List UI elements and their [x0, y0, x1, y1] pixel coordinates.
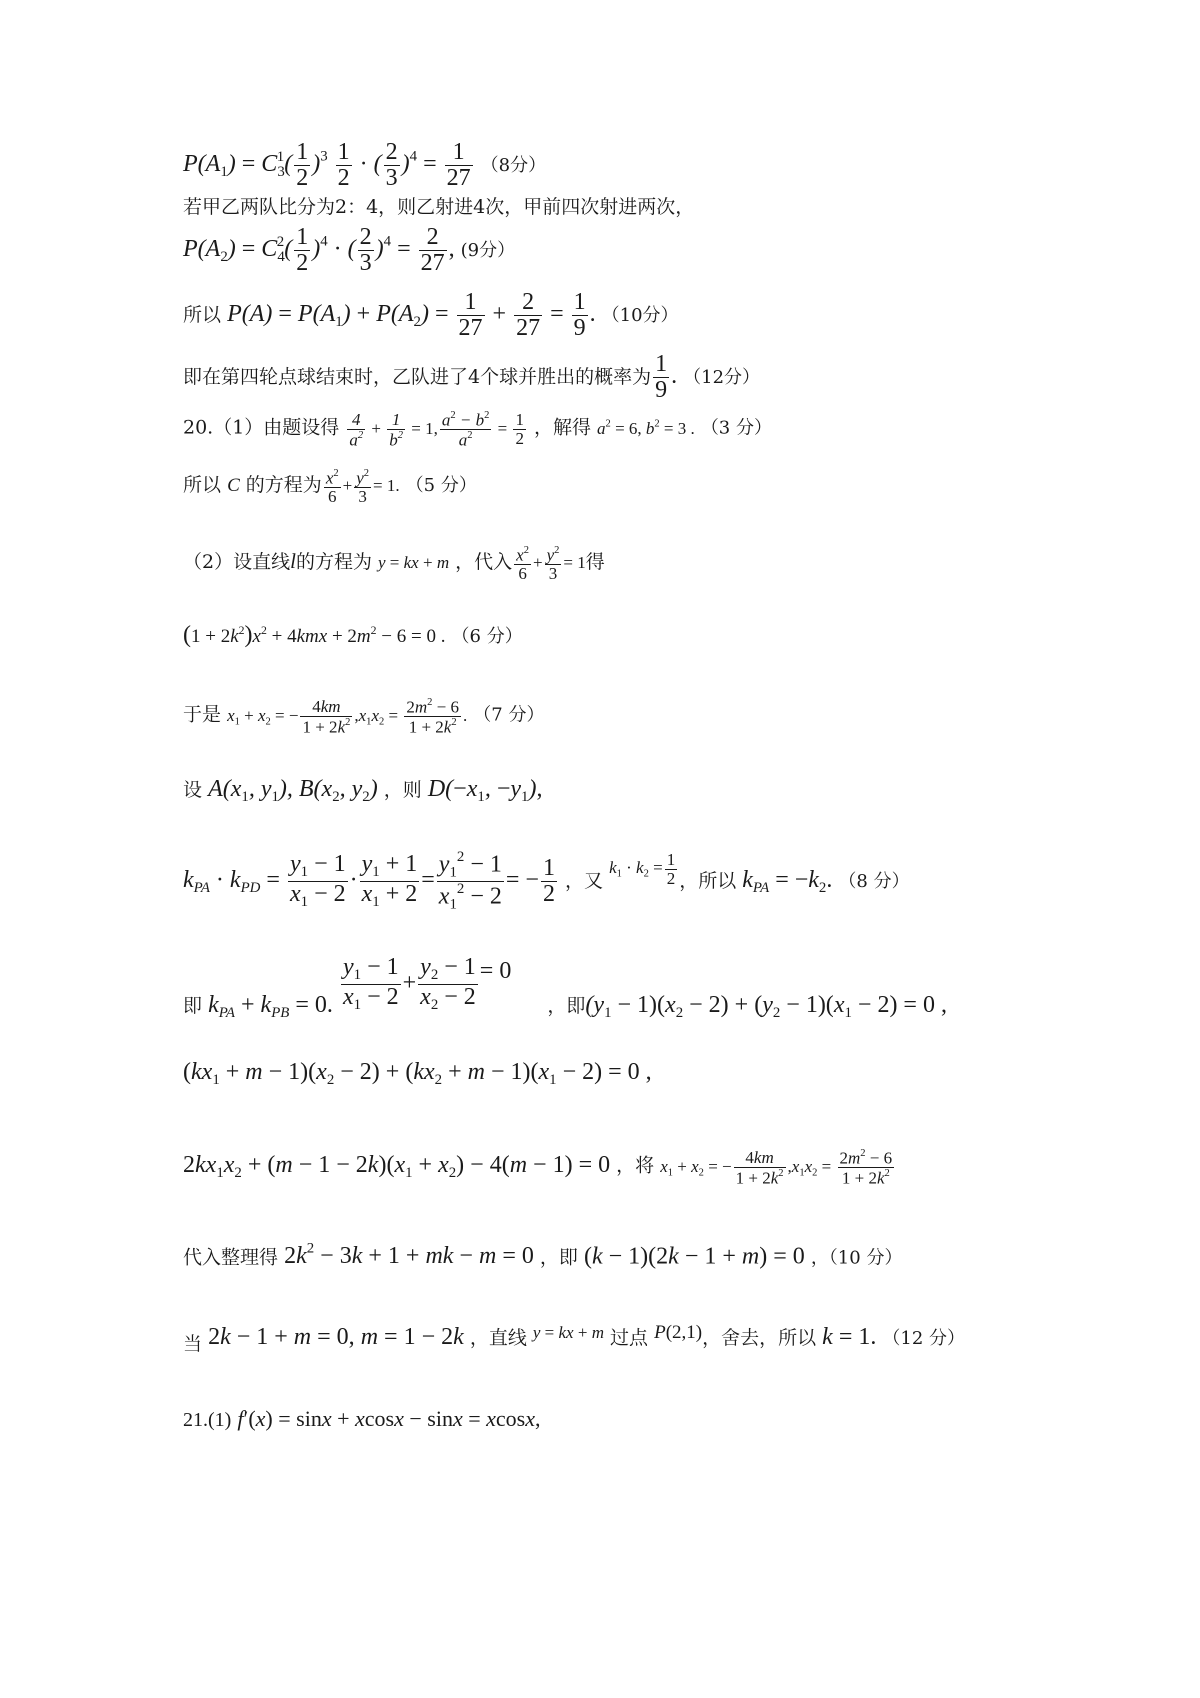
q20-part2 [183, 545, 605, 583]
score-8: （8分） [480, 155, 547, 177]
score-10: （10分） [601, 305, 679, 327]
q20-label: 20.（1）由题设得 [183, 416, 340, 439]
symbol-l: l [290, 548, 296, 573]
score-12b: （12 分） [882, 1328, 966, 1349]
formula-vieta-2: $x_1 + x_2$ = − $\frac{4km}{1 + 2k^2}$ $,x_1x_2$ = $\frac{2m^2 - 6}{1 + 2k^2}$ [660, 1147, 893, 1188]
symbol-c: C [227, 474, 240, 496]
formula-k-eq-1: k = 1. [822, 1324, 877, 1350]
points-def [183, 777, 542, 805]
score-10b: ，（10 分） [810, 1247, 903, 1269]
q21-part1 [183, 1408, 541, 1430]
eq-p-a2 [183, 225, 515, 276]
conclusion-probability [183, 352, 760, 403]
conclusion-text: 即在第四轮点球结束时，乙队进了4个球并胜出的概率为 [183, 366, 652, 389]
jiang-label: ，将 [616, 1154, 655, 1177]
formula-line: y = kx + m [378, 552, 450, 572]
formula-kpa-kpb: $k_{PA} + k_{PB} = 0$. [208, 991, 333, 1022]
q20-solve-label: ，解得 [533, 416, 591, 439]
substitute-simplify-label: 代入整理得 [183, 1246, 279, 1269]
suoyi-label-3: ，所以 [679, 870, 737, 893]
formula-point-p: P(2,1) [654, 1322, 703, 1343]
label-suoyi-2: 所以 [183, 473, 222, 496]
formula-cross-multiply: $(y_1 - 1)(x_2 - 2) + (y_2 - 1)(x_1 - 2) = 0$ , [585, 991, 947, 1022]
factored-equation [183, 1242, 902, 1268]
formula-m-eq: 2k − 1 + m = 0, m = 1 − 2k [208, 1324, 464, 1350]
score-9: (9分） [460, 240, 516, 262]
q21-label: 21.(1) [183, 1409, 232, 1431]
formula-ellipse-conditions: $\frac{4}{a^2}$ + $\frac{1}{b^2}$ = 1, $\frac{a^2 - b^2}{a^2}$ = $\frac{1}{2}$ [349, 409, 524, 450]
final-case [183, 1322, 966, 1355]
line-label: ，直线 [469, 1327, 527, 1349]
ji-label-3: ，即 [539, 1246, 578, 1269]
vieta [183, 697, 544, 736]
formula-line-2: y = kx + m [532, 1323, 604, 1342]
substitute-label: ，代入 [455, 550, 513, 573]
ellipse-equation [183, 468, 477, 506]
label-equation-of: 的方程为 [245, 473, 322, 496]
simplified-equation [183, 1148, 896, 1187]
formula-p-a: $P(A) = P(A_1) + P(A_2)$ = $\frac{1}{27}$ + $\frac{2}{27}$ = $\frac{1}{9}$ . [227, 289, 596, 342]
formula-p-a2: $P(A_2) = C_4^2$( $\frac{1}{2}$ )$^4$ · ( $\frac{2}{3}$ )$^4$ = $\frac{2}{27}$ , [183, 224, 455, 277]
yushi-label: 于是 [183, 703, 222, 726]
formula-factored: (k − 1)(2k − 1 + m) = 0 [583, 1243, 805, 1270]
score-8b: （8 分） [838, 871, 910, 893]
text-score-2-4: 若甲乙两队比分为2：4，则乙射进4次，甲前四次射进两次， [183, 196, 695, 218]
slope-product [183, 850, 910, 913]
formula-p-a1: $P(A_1) = C_3^1$( $\frac{1}{2}$ )$^3$ $\frac{1}{2}$ · ( $\frac{2}{3}$ )$^4$ = $\frac{1}{27}$ [183, 139, 471, 192]
formula-ellipse: $\frac{x^2}{6}$ + $\frac{y^2}{3}$ = 1. [325, 468, 400, 507]
formula-k1k2: $k_1 \cdot k_2$ = $\frac{1}{2}$ [609, 849, 676, 888]
she-label: 设 [183, 779, 203, 801]
q20-part1 [183, 410, 772, 449]
get-label: 得 [585, 550, 605, 573]
formula-substituted: $2k^2 - 3k + 1$ + mk − m = 0 [284, 1241, 534, 1270]
passes-label: 过点 [610, 1327, 649, 1349]
label-suoyi: 所以 [183, 304, 222, 327]
discard-label: ，舍去，所以 [702, 1327, 817, 1349]
score-5: （5 分） [405, 474, 477, 496]
score-7: （7 分） [473, 704, 545, 726]
formula-slope-product: $k_{PA} \cdot k_{PD}$ = $\frac{y_1 - 1}{x_1 - 2}$ · $\frac{y_1 + 1}{x_1 + 2}$ = $\frac{y_1^2 - 1}{x_1^2 - 2}$ = − $\frac{1}{2}$ [183, 849, 555, 913]
part2-eq-label: 的方程为 [295, 550, 372, 573]
formula-derivative: f′(x) = sinx + xcosx − sinx = xcosx, [237, 1406, 541, 1431]
eq-p-a [183, 290, 679, 341]
formula-points-ab: $A(x_1$, $y_1$), $B(x_2$, $y_2$) [208, 776, 378, 806]
expanded-equation [183, 1060, 652, 1088]
ze-label: ，则 [383, 779, 422, 801]
part2-label: （2）设直线 [183, 550, 291, 573]
eq-p-a1 [183, 140, 546, 191]
ji-label-2: ，即 [547, 994, 586, 1017]
formula-ellipse-2: $\frac{x^2}{6}$ + $\frac{y^2}{3}$ = 1 [516, 545, 586, 584]
score-6: （6 分） [451, 626, 523, 647]
formula-simplified: $2kx_1x_2 + (m - 1 - 2k)(x_1 + x_2) - 4(m - 1) = 0$ [183, 1151, 611, 1181]
formula-one-ninth: $\frac{1}{9}$ . [655, 351, 678, 404]
score-12: （12分） [683, 367, 761, 389]
formula-fraction-sum: $\frac{y_1 - 1}{x_1 - 2}$ + $\frac{y_2 - 1}{x_2 - 2}$ = 0 [342, 954, 512, 1014]
ji-label: 即 [183, 994, 203, 1017]
formula-kpa: $k_{PA} = -k_2$. [742, 867, 833, 897]
you-label: ，又 [565, 870, 604, 893]
formula-a2-b2: $a^2 = 6$, $b^2 = 3$ . [597, 418, 695, 438]
slope-sum [183, 954, 947, 1022]
score-3: （3 分） [700, 417, 772, 439]
formula-expanded: $(kx_1 + m - 1)(x_2 - 2) + (kx_2 + m - 1)(x_1 - 2) = 0$ , [183, 1059, 652, 1089]
quadratic-equation [183, 623, 523, 647]
formula-vieta: $x_1 + x_2$ = − $\frac{4km}{1 + 2k^2}$ $,x_1x_2$ = $\frac{2m^2 - 6}{1 + 2k^2}$ . [227, 696, 468, 737]
dang-label: 当 [183, 1333, 203, 1355]
formula-point-d: $D(-x_1$, $-y_1$), [427, 776, 543, 806]
formula-quadratic: $(1 + 2k^2)x^2 + 4kmx + 2m^2 - 6 = 0$ . [183, 622, 446, 648]
